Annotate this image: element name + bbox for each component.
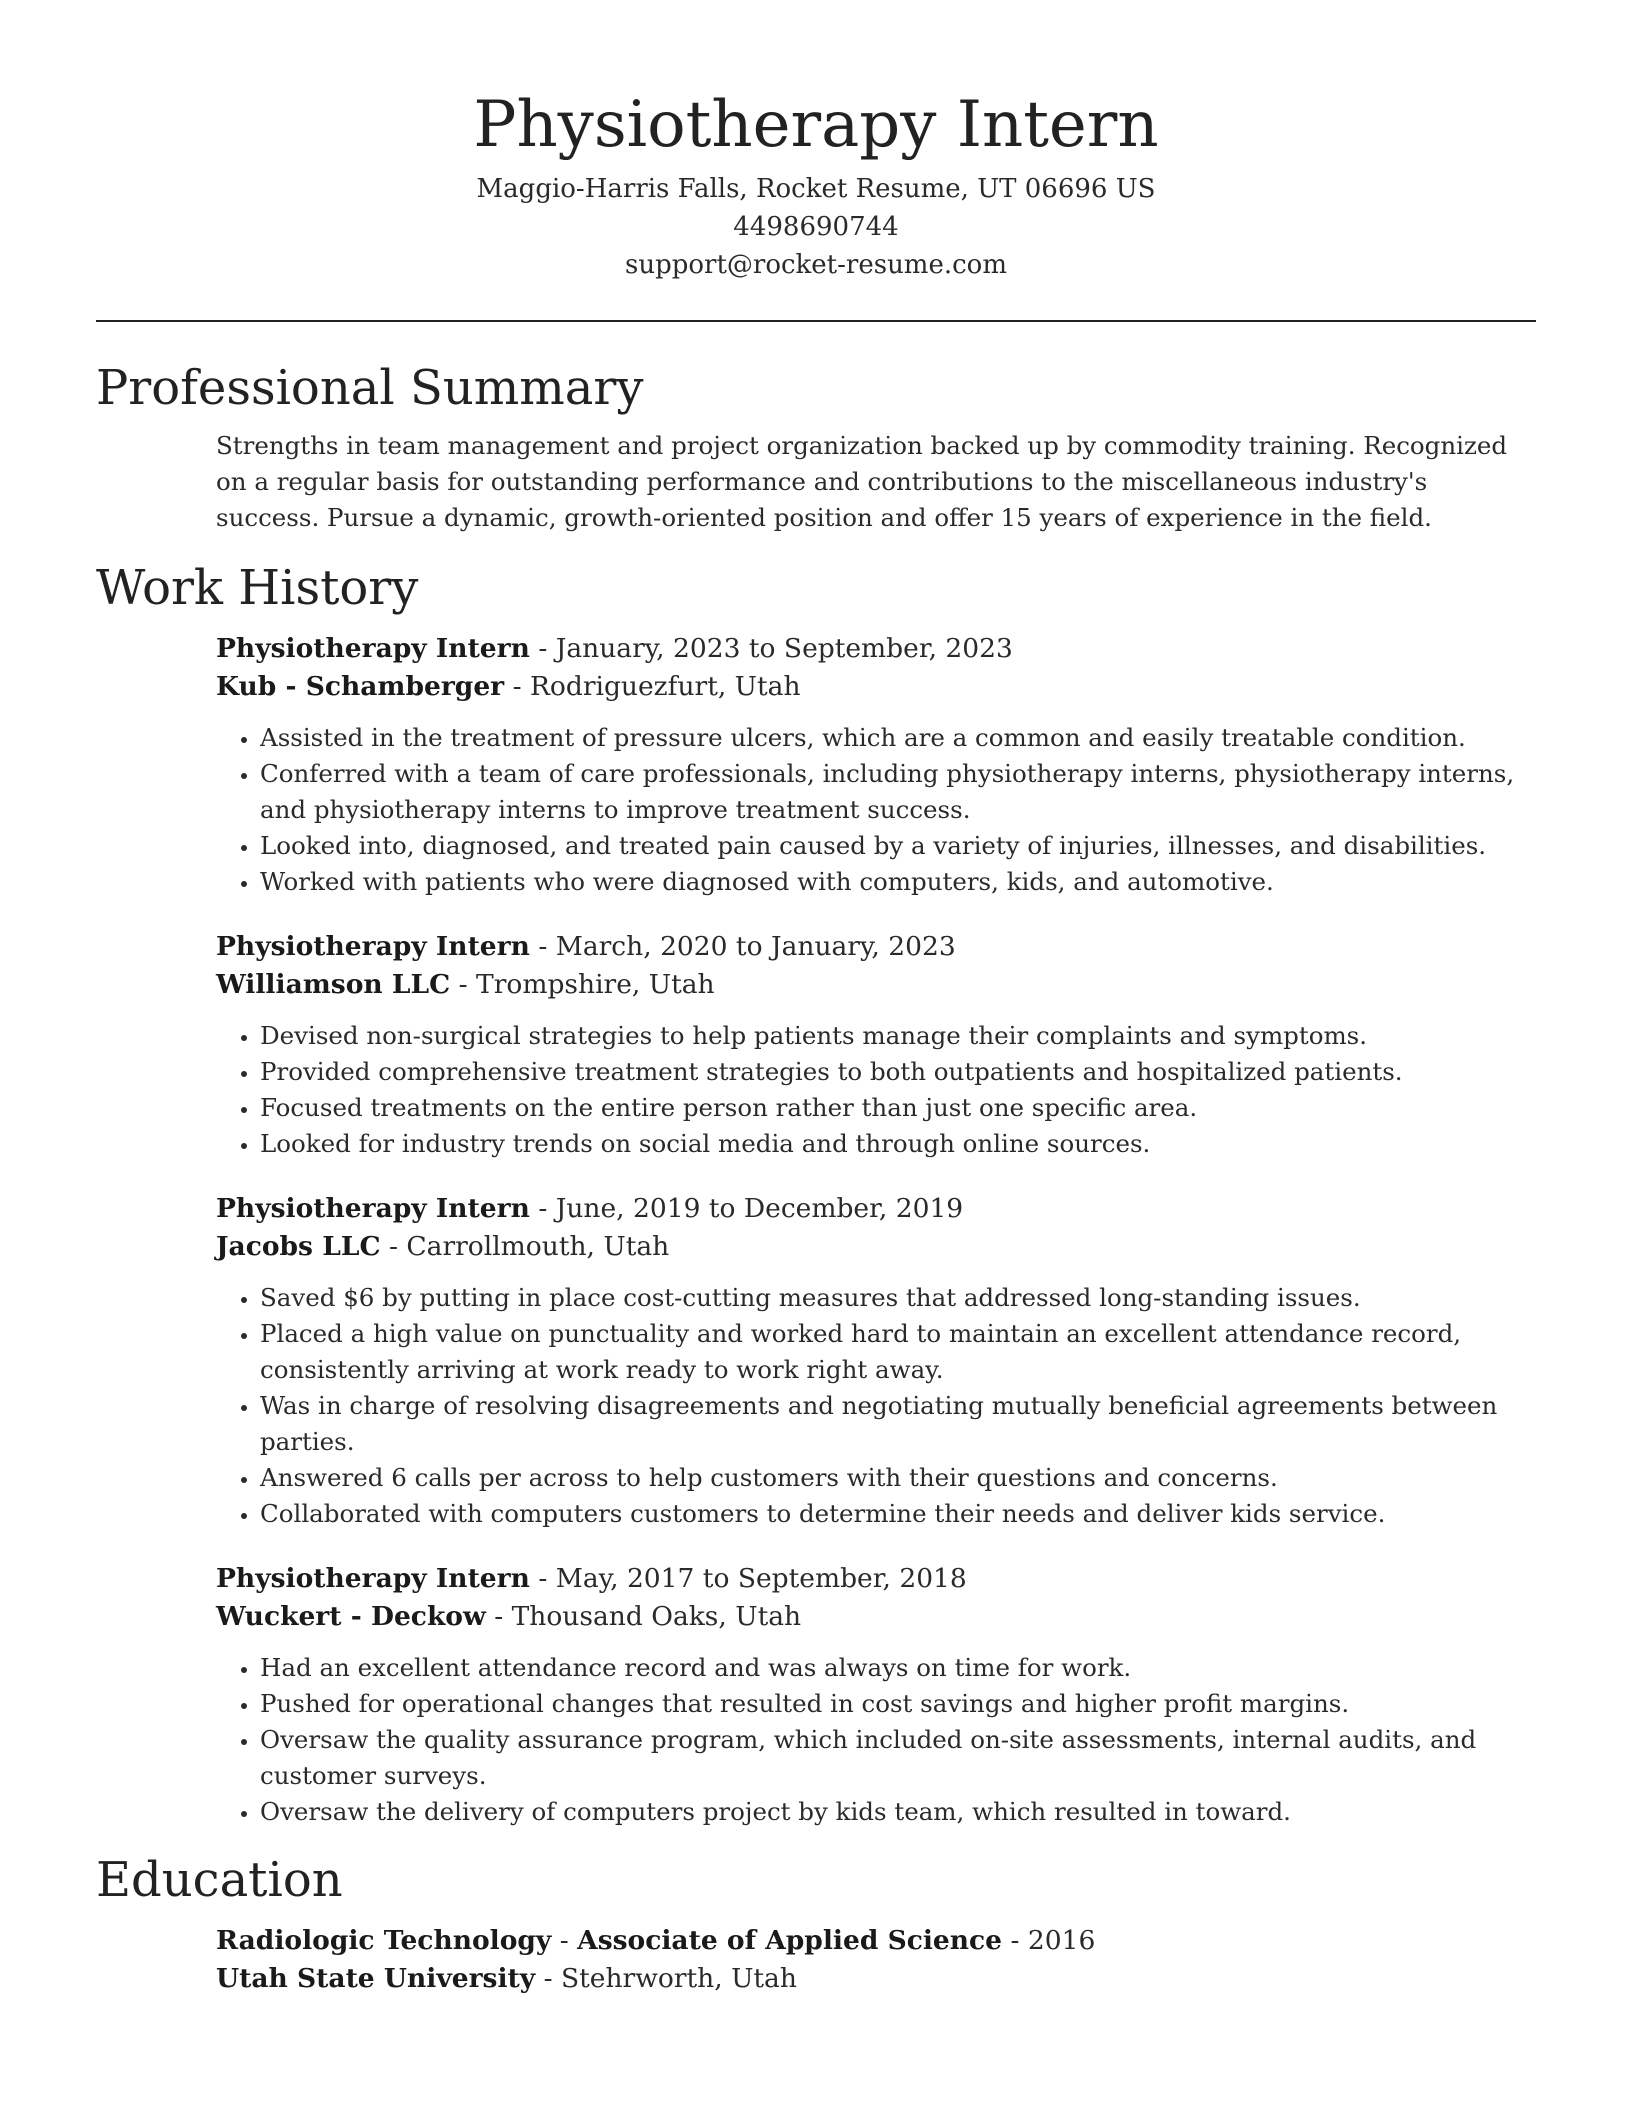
summary-heading: Professional Summary (96, 360, 644, 416)
resume-page (96, 0, 1536, 1998)
job-entry (216, 630, 1536, 900)
list-item: • Saved $6 by putting in place cost-cutting measures that addressed long-standing issues. (260, 1280, 1536, 1316)
list-item: • Devised non-surgical strategies to help patients manage their complaints and symptoms. (260, 1018, 1536, 1054)
job-location: - Rodriguezfurt, Utah (504, 671, 801, 702)
job-title: Physiotherapy Intern (216, 633, 530, 664)
education-year: 2016 (1027, 1925, 1096, 1956)
list-item: • Provided comprehensive treatment strategies to both outpatients and hospitalized patients. (260, 1054, 1536, 1090)
job-title-line (216, 630, 1536, 668)
job-location: - Thousand Oaks, Utah (485, 1601, 802, 1632)
list-item: • Conferred with a team of care professionals, including physiotherapy interns, physiotherapy interns, and physiotherapy interns to improve treatment success. (260, 756, 1536, 828)
job-company: Kub - Schamberger (216, 671, 505, 702)
job-title: Physiotherapy Intern (216, 1193, 530, 1224)
list-item: • Answered 6 calls per across to help customers with their questions and concerns. (260, 1460, 1536, 1496)
education-degree-line (216, 1922, 1536, 1960)
job-company: Wuckert - Deckow (216, 1601, 486, 1632)
education-school: Utah State University (216, 1963, 536, 1994)
separator: - (551, 1925, 578, 1956)
page-title: Physiotherapy Intern (473, 88, 1159, 162)
job-title: Physiotherapy Intern (216, 1563, 530, 1594)
job-entry (216, 928, 1536, 1162)
job-entry (216, 1560, 1536, 1830)
job-dates: - March, 2020 to January, 2023 (529, 931, 956, 962)
job-bullets (216, 1018, 1536, 1162)
job-location: - Trompshire, Utah (450, 969, 715, 1000)
list-item: • Pushed for operational changes that resulted in cost savings and higher profit margins. (260, 1686, 1536, 1722)
education-location: - Stehrworth, Utah (535, 1963, 797, 1994)
work-history-heading: Work History (96, 560, 419, 616)
job-bullets (216, 720, 1536, 900)
summary-text: Strengths in team management and project organization backed up by commodity training. Recognized on a regular basis for outstanding performance and contributions to the miscellaneous industry's success. Pursue a dynamic, growth-oriented position and offer 15 years of experience in the field. (216, 431, 1508, 532)
list-item: • Oversaw the delivery of computers project by kids team, which resulted in toward. (260, 1794, 1536, 1830)
education-field: Radiologic Technology (216, 1925, 552, 1956)
job-company-line (216, 966, 1536, 1004)
list-item: • Looked for industry trends on social media and through online sources. (260, 1126, 1536, 1162)
work-history-list (216, 630, 1536, 1830)
header-divider (96, 320, 1536, 322)
education-degree: Associate of Applied Science (577, 1925, 1003, 1956)
job-entry (216, 1190, 1536, 1532)
list-item: • Collaborated with computers customers to determine their needs and deliver kids service. (260, 1496, 1536, 1532)
education-school-line (216, 1960, 1536, 1998)
list-item: • Placed a high value on punctuality and worked hard to maintain an excellent attendance record, consistently arriving at work ready to work right away. (260, 1316, 1536, 1388)
job-title: Physiotherapy Intern (216, 931, 530, 962)
education-heading: Education (96, 1852, 343, 1908)
job-company-line (216, 1228, 1536, 1266)
job-dates: - June, 2019 to December, 2019 (529, 1193, 964, 1224)
contact-phone: 4498690744 (733, 212, 899, 242)
list-item: • Focused treatments on the entire person rather than just one specific area. (260, 1090, 1536, 1126)
job-company-line (216, 668, 1536, 706)
job-title-line (216, 1560, 1536, 1598)
job-company-line (216, 1598, 1536, 1636)
job-company: Jacobs LLC (216, 1231, 381, 1262)
contact-address: Maggio-Harris Falls, Rocket Resume, UT 06696 US (476, 174, 1156, 204)
job-company: Williamson LLC (216, 969, 451, 1000)
list-item: • Was in charge of resolving disagreements and negotiating mutually beneficial agreements between parties. (260, 1388, 1536, 1460)
list-item: • Had an excellent attendance record and was always on time for work. (260, 1650, 1536, 1686)
education-entry (216, 1922, 1536, 1998)
list-item: • Worked with patients who were diagnosed with computers, kids, and automotive. (260, 864, 1536, 900)
job-title-line (216, 928, 1536, 966)
job-dates: - May, 2017 to September, 2018 (529, 1563, 967, 1594)
list-item: • Oversaw the quality assurance program, which included on-site assessments, internal audits, and customer surveys. (260, 1722, 1536, 1794)
list-item: • Looked into, diagnosed, and treated pain caused by a variety of injuries, illnesses, and disabilities. (260, 828, 1536, 864)
separator: - (1002, 1925, 1028, 1956)
job-location: - Carrollmouth, Utah (380, 1231, 670, 1262)
contact-email: support@rocket-resume.com (624, 250, 1007, 280)
job-bullets (216, 1280, 1536, 1532)
job-dates: - January, 2023 to September, 2023 (529, 633, 1013, 664)
job-title-line (216, 1190, 1536, 1228)
list-item: • Assisted in the treatment of pressure ulcers, which are a common and easily treatable condition. (260, 720, 1536, 756)
job-bullets (216, 1650, 1536, 1830)
resume-header (96, 0, 1536, 284)
